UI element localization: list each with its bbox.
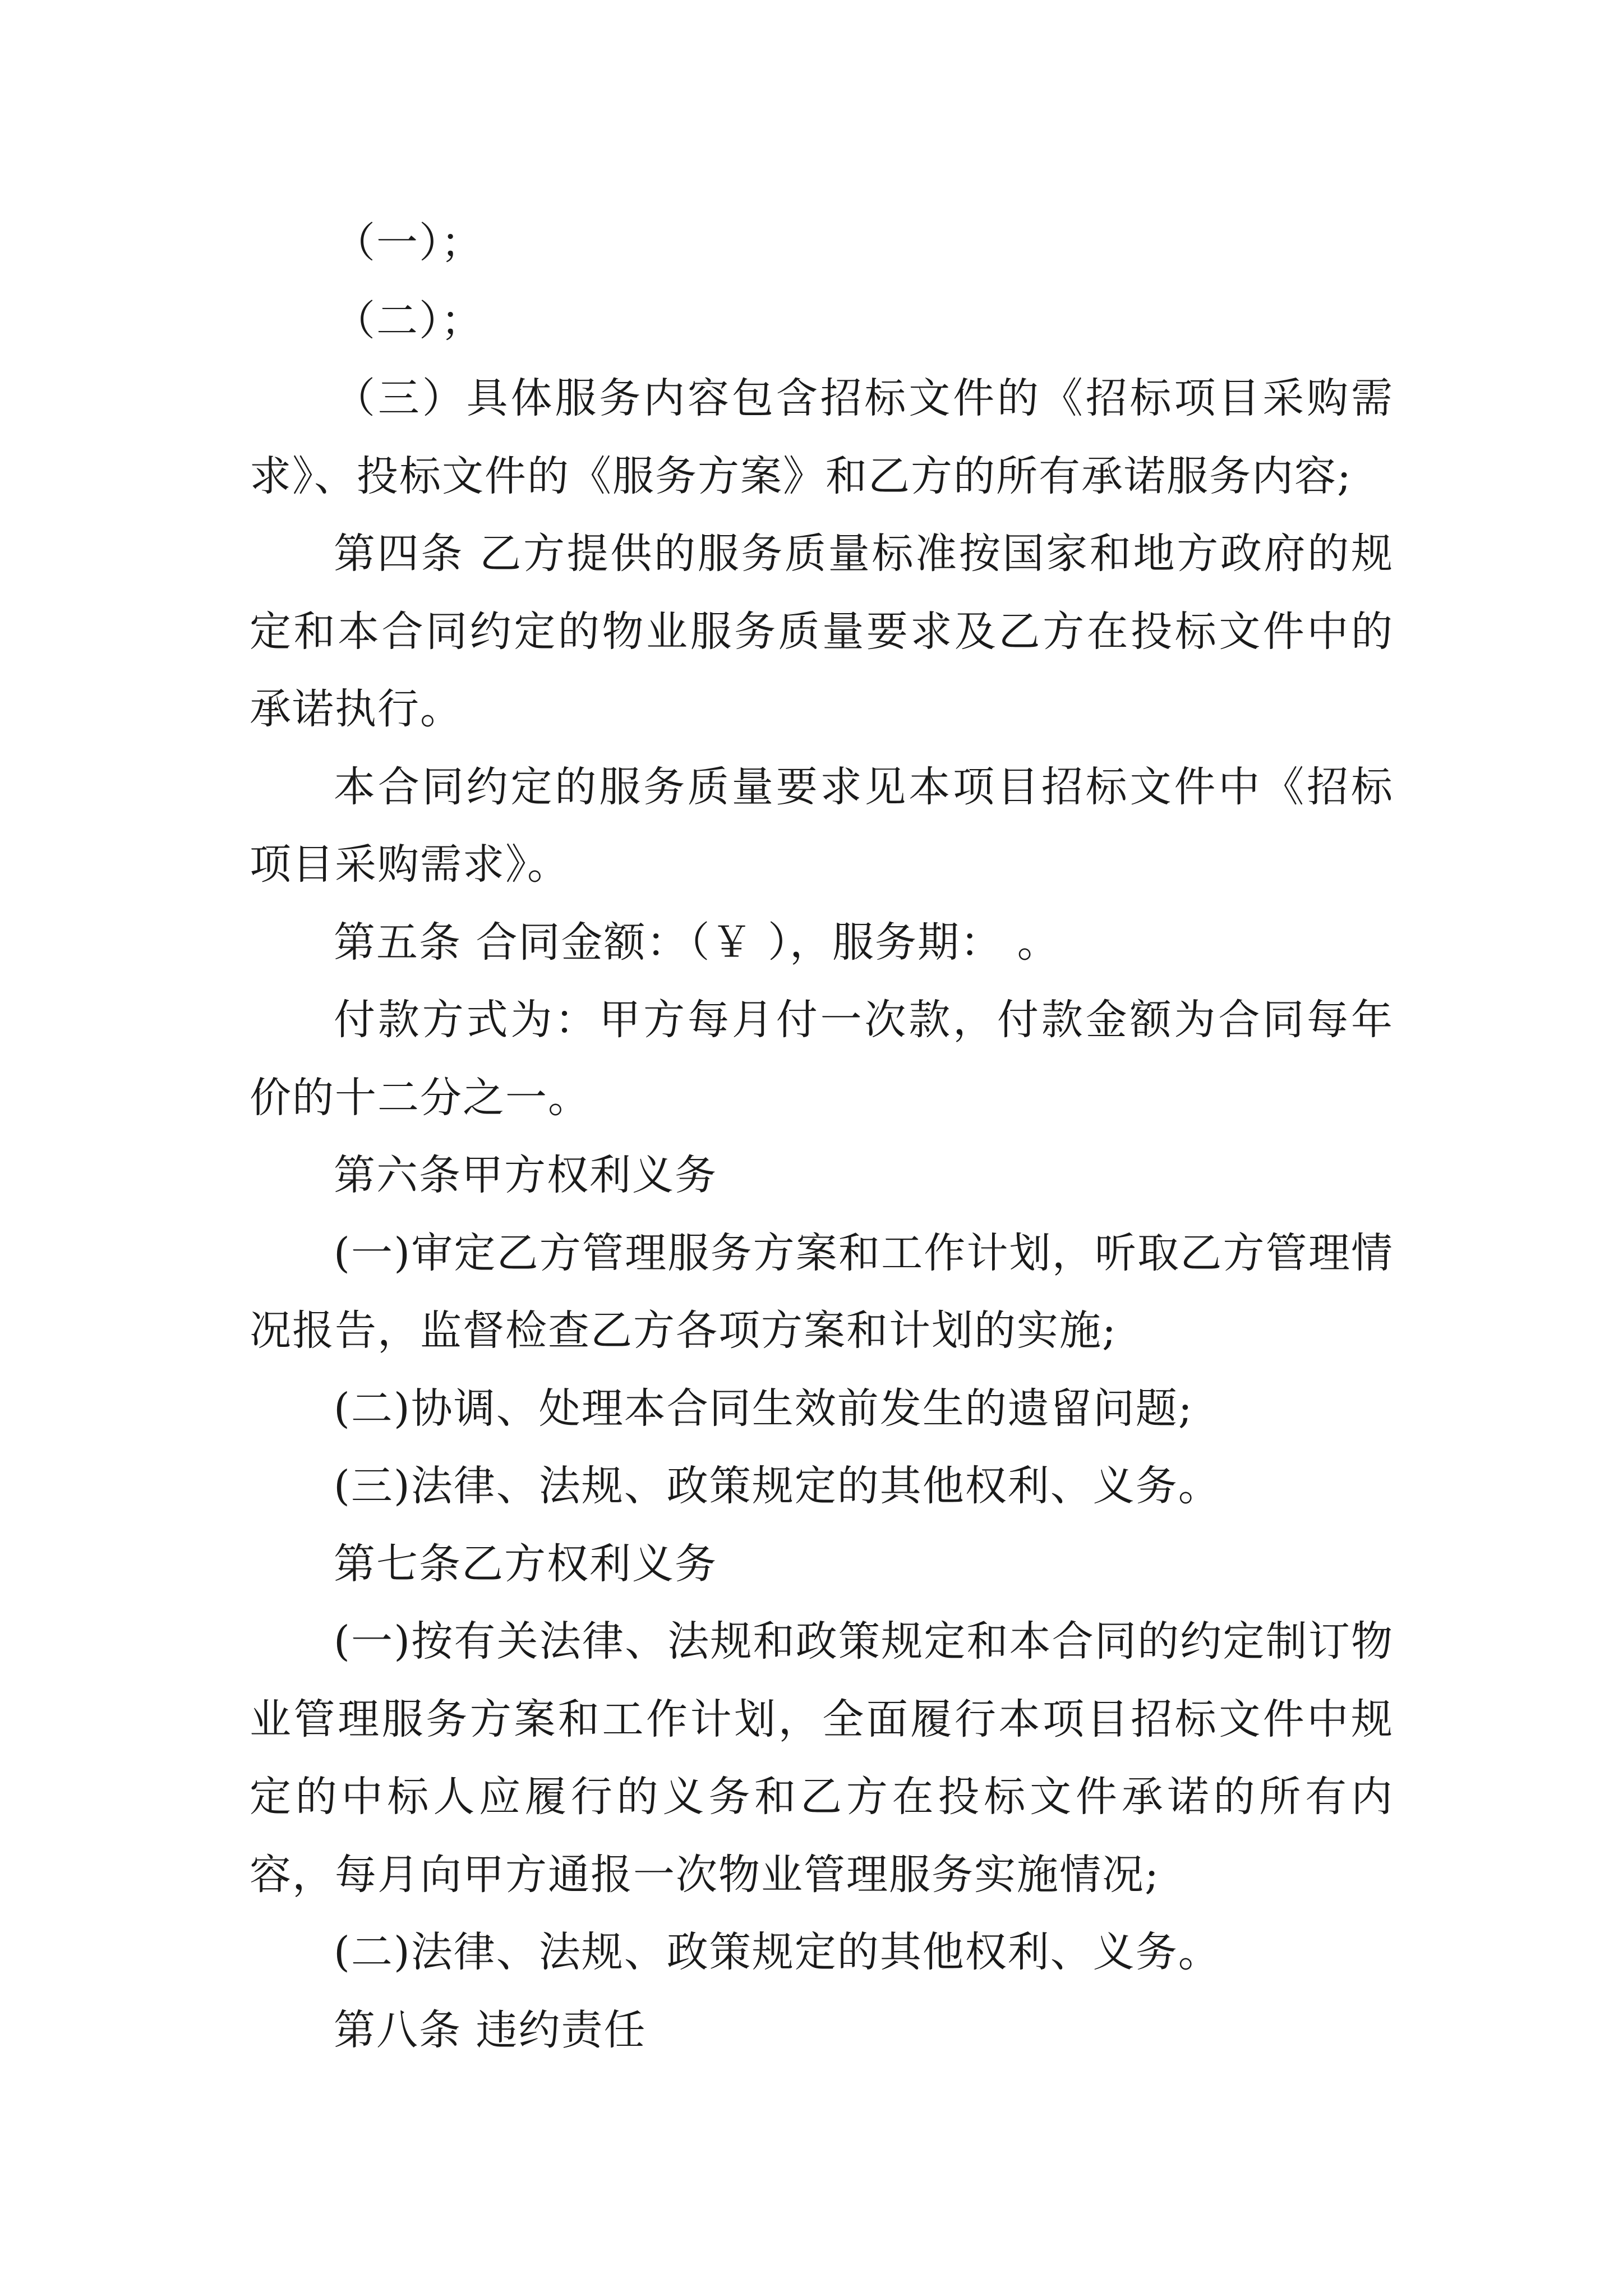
article-8-heading: 第八条 违约责任 — [334, 2005, 647, 2054]
clause-item-3: （三）具体服务内容包含招标文件的《招标项目采购需求》、投标文件的《服务方案》和乙方的所有承诺服务内容; — [250, 374, 1394, 500]
article-6-item-3: (三)法律、法规、政策规定的其他权利、义务。 — [334, 1462, 1221, 1510]
article-6-heading: 第六条甲方权利义务 — [334, 1151, 717, 1199]
article-4: 第四条 乙方提供的服务质量标准按国家和地方政府的规定和本合同约定的物业服务质量要求及乙方在投标文件中的承诺执行。 — [250, 530, 1394, 733]
article-7-heading: 第七条乙方权利义务 — [334, 1539, 717, 1588]
article-6-item-2: (二)协调、处理本合同生效前发生的遗留问题; — [334, 1384, 1193, 1433]
article-7-item-2: (二)法律、法规、政策规定的其他权利、义务。 — [334, 1928, 1221, 1976]
clause-item-2: （二）； — [334, 296, 483, 345]
article-6-item-1: (一)审定乙方管理服务方案和工作计划，听取乙方管理情况报告，监督检查乙方各项方案和计划的实施; — [250, 1228, 1394, 1355]
article-5: 第五条 合同金额：（￥ ），服务期： 。 — [334, 918, 1060, 967]
document-body — [250, 204, 1394, 2069]
article-4-note: 本合同约定的服务质量要求见本项目招标文件中《招标项目采购需求》。 — [250, 762, 1394, 889]
clause-item-1: （一）； — [334, 219, 483, 267]
article-7-item-1: (一)按有关法律、法规和政策规定和本合同的约定制订物业管理服务方案和工作计划，全面履行本项目招标文件中规定的中标人应履行的义务和乙方在投标文件承诺的所有内容，每月向甲方通报一次物业管理服务实施情况; — [250, 1617, 1394, 1899]
payment-method: 付款方式为：甲方每月付一次款，付款金额为合同每年价的十二分之一。 — [250, 996, 1394, 1122]
